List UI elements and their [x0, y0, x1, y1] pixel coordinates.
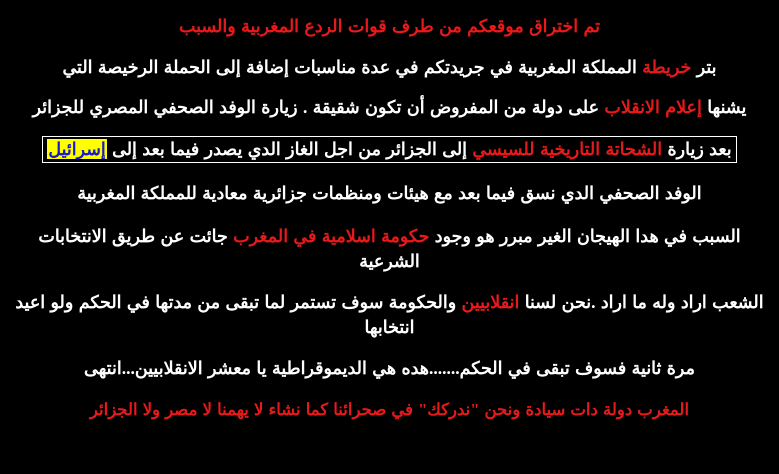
paragraph-4-part-1: بعد زيارة	[662, 138, 732, 159]
closing-part-2: " في صحرائنا كما نشاء لا يهمنا لا مصر ولا الجزائر	[89, 400, 428, 420]
headline-part-2: والسبب	[178, 16, 242, 36]
paragraph-7-part-2: والحكومة سوف تستمر لما تبقى من مدتها في الحكم ولو اعيد انتخابها	[15, 291, 462, 337]
paragraph-2-part-2: المملكة المغربية في جريدتكم في عدة مناسبات إضافة إلى الحملة الرخيصة التي	[62, 56, 643, 77]
paragraph-7-highlight-word: انقلابيين	[461, 291, 520, 312]
paragraph-4-part-2: إلى الجزائر من اجل الغاز الدي يصدر فيما بعد إلى	[106, 138, 473, 159]
paragraph-3-highlight-word: إعلام الانقلاب	[604, 96, 702, 117]
paragraph-4-highlight-phrase: الشحاتة التاريخية للسيسي	[472, 138, 663, 159]
paragraph-6-part-1: السبب في هدا الهيجان الغير مبرر هو وجود	[429, 226, 741, 247]
paragraph-4-boxed	[14, 136, 765, 164]
paragraph-2	[14, 55, 765, 80]
paragraph-8	[14, 356, 765, 381]
paragraph-7	[14, 290, 765, 340]
closing-quoted-word: ندركك	[427, 400, 471, 420]
paragraph-3	[14, 95, 765, 120]
paragraph-2-part-1: بتر	[691, 56, 717, 77]
paragraph-5-text: الوفد الصحفي الدي نسق فيما بعد مع هيئات ومنظمات جزائرية معادية للمملكة المغربية	[77, 183, 702, 204]
headline-text	[14, 14, 765, 39]
paragraph-6	[14, 224, 765, 274]
boxed-text-container	[42, 136, 736, 164]
paragraph-3-part-2: على دولة من المفروض أن تكون شقيقة . زيارة الوفد الصحفي المصري للجزائر	[32, 96, 605, 117]
headline-group-name: قوات الردع المغربية	[241, 16, 387, 36]
paragraph-7-part-1: الشعب اراد وله ما اراد .نحن لسنا	[519, 291, 764, 312]
paragraph-4-marked-word: إسرائيل	[48, 138, 106, 159]
paragraph-2-highlight-word: خريطة	[642, 56, 692, 77]
paragraph-3-part-1: يشنها	[701, 96, 747, 117]
closing-part-1: المغرب دولة دات سيادة ونحن "	[470, 400, 690, 420]
paragraph-8-text: مرة ثانية فسوف تبقى في الحكم.......هده هي الديموقراطية يا معشر الانقلابيين...انتهى	[84, 357, 695, 378]
paragraph-6-part-2: جائت عن طريق الانتخابات الشرعية	[38, 226, 420, 272]
paragraph-6-highlight-phrase: حكومة اسلامية في المغرب	[233, 226, 430, 247]
paragraph-5	[14, 181, 765, 206]
headline-part-1: تم اختراق موقعكم من طرف	[386, 16, 601, 36]
closing-statement	[14, 398, 765, 421]
